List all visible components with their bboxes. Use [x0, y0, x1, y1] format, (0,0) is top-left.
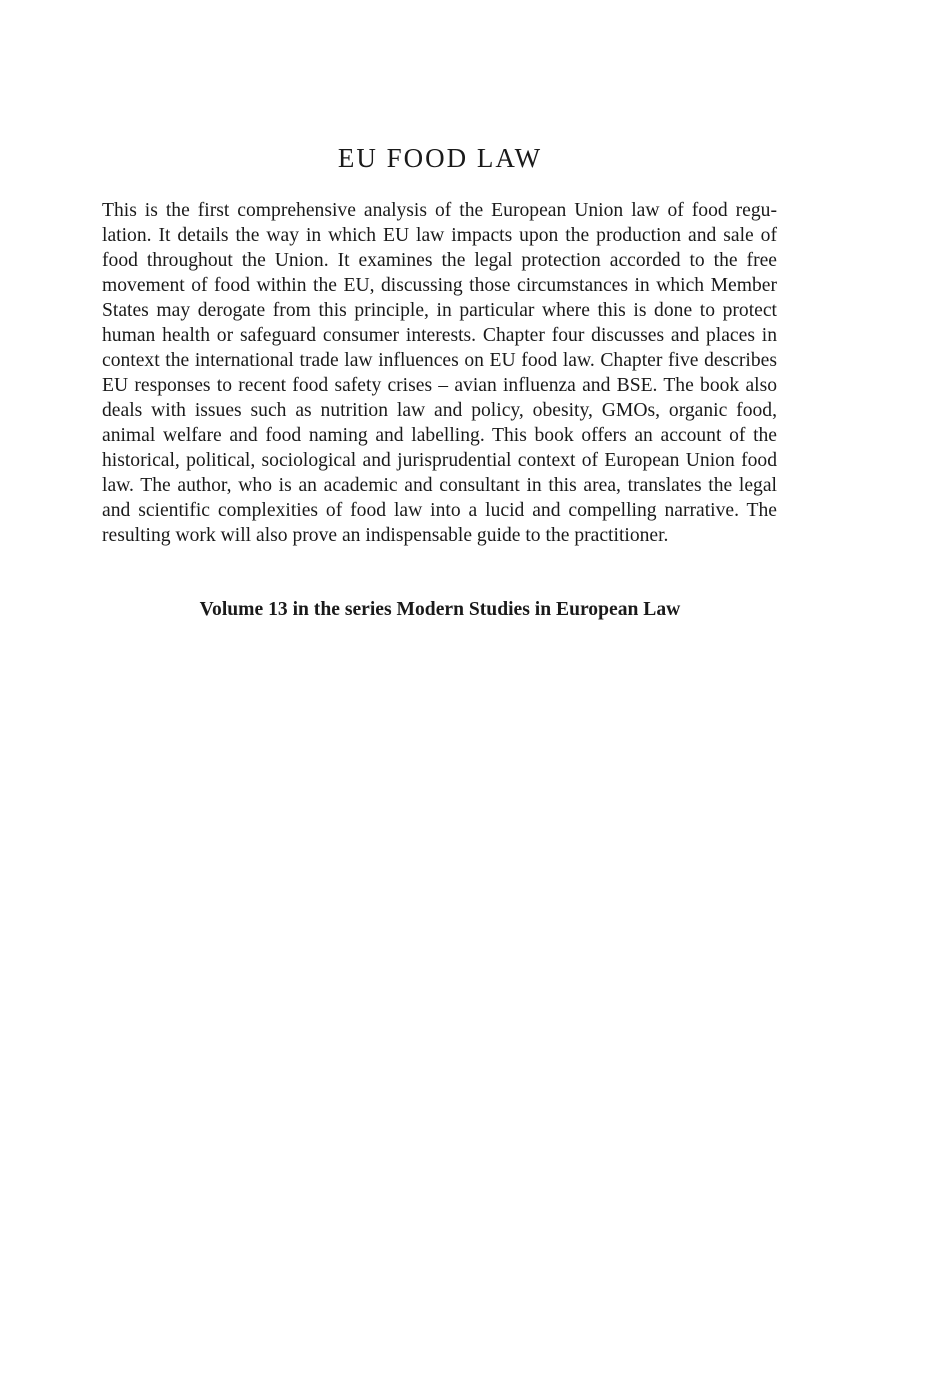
book-title: EU FOOD LAW [337, 143, 543, 173]
book-description: This is the first comprehensive analysis of the European Union law of food regulation. It details the way in which EU law impacts upon the production and sale of food throughout the Union. It examines the legal protection accorded to the free movement of food within the EU, discussing those circumstances in which Member States may derogate from this principle, in particular where this is done to protect human health or safeguard consumer interests. Chapter four discusses and places in context the international trade law influences on EU food law. Chapter five describes EU responses to recent food safety crises – avian influenza and BSE. The book also deals with issues such as nutrition law and policy, obesity, GMOs, organic food, animal welfare and food naming and labelling. This book offers an account of the historical, political, sociological and jurisprudential context of European Union food law. The author, who is an academic and consultant in this area, translates the legal and scientific complexities of food law into a lucid and compelling narrative. The resulting work will also prove an indispensable guide to the practitioner. [102, 200, 777, 546]
series-note: Volume 13 in the series Modern Studies in European Law [199, 599, 681, 620]
